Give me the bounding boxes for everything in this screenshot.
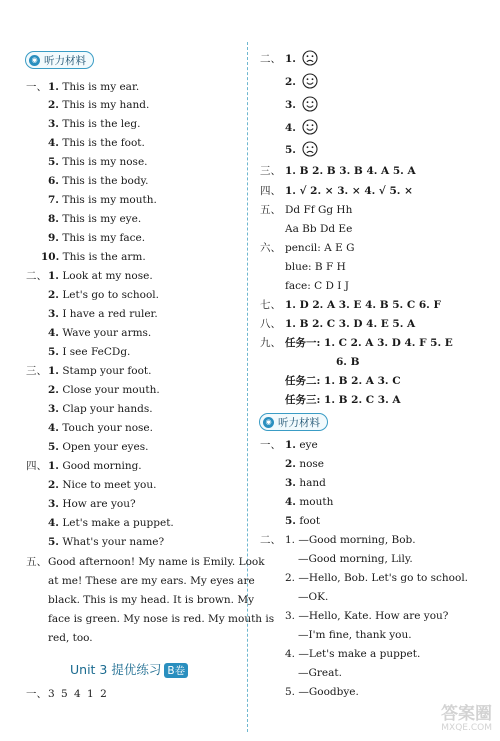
sad-face-icon bbox=[302, 50, 318, 66]
dialogue-line: 5. —Goodbye. bbox=[285, 686, 359, 698]
section-marker: 一、 bbox=[260, 439, 281, 451]
list-item: 5. foot bbox=[285, 515, 321, 527]
list-item: 9. This is my face. bbox=[48, 232, 146, 244]
watermark: 答案圈 MXQE.COM bbox=[441, 704, 492, 733]
face-number: 2. bbox=[285, 76, 296, 88]
list-item: 7. This is my mouth. bbox=[48, 194, 157, 206]
list-item: 1. Stamp your foot. bbox=[48, 365, 152, 377]
section-marker: 一、 bbox=[26, 688, 47, 700]
list-item: 4. This is the foot. bbox=[48, 137, 145, 149]
list-item: 5. I see FeCDg. bbox=[48, 346, 131, 358]
section-marker: 三、 bbox=[26, 365, 47, 377]
list-item: 4. Touch your nose. bbox=[48, 422, 153, 434]
dialogue-line: —I'm fine, thank you. bbox=[298, 629, 412, 641]
paragraph-line: black. This is my head. It is brown. My bbox=[48, 594, 255, 606]
list-item: 3. How are you? bbox=[48, 498, 136, 510]
answer-line: 任务二: 1. B 2. A 3. C bbox=[285, 375, 401, 387]
unit-badge: B卷 bbox=[164, 663, 188, 678]
list-item: 4. mouth bbox=[285, 496, 334, 508]
answer-line: pencil: A E G bbox=[285, 242, 355, 254]
paragraph-line: face is green. My nose is red. My mouth is bbox=[48, 613, 275, 625]
answer-line: blue: B F H bbox=[285, 261, 346, 273]
answer-line: Dd Ff Gg Hh bbox=[285, 204, 353, 216]
list-item: 1. This is my ear. bbox=[48, 81, 140, 93]
face-number: 5. bbox=[285, 144, 296, 156]
list-item: 8. This is my eye. bbox=[48, 213, 142, 225]
dialogue-line: 3. —Hello, Kate. How are you? bbox=[285, 610, 449, 622]
list-item: 3. Clap your hands. bbox=[48, 403, 153, 415]
list-item: 1. eye bbox=[285, 439, 318, 451]
happy-face-icon bbox=[302, 73, 318, 89]
answer-line: Aa Bb Dd Ee bbox=[285, 223, 353, 235]
list-item: 3. This is the leg. bbox=[48, 118, 141, 130]
answer-line: 任务一: 1. C 2. A 3. D 4. F 5. E bbox=[285, 337, 453, 349]
paragraph-line: Good afternoon! My name is Emily. Look bbox=[48, 556, 265, 568]
list-item: 3. hand bbox=[285, 477, 326, 489]
list-item: 4. Wave your arms. bbox=[48, 327, 152, 339]
dialogue-line: 2. —Hello, Bob. Let's go to school. bbox=[285, 572, 469, 584]
paragraph-line: red, too. bbox=[48, 632, 93, 644]
list-item: 5. Open your eyes. bbox=[48, 441, 149, 453]
headphones-icon: ◉ bbox=[29, 55, 40, 66]
list-item: 4. Let's make a puppet. bbox=[48, 517, 174, 529]
list-item: 5. What's your name? bbox=[48, 536, 165, 548]
paragraph-line: at me! These are my ears. My eyes are bbox=[48, 575, 255, 587]
section-marker: 二、 bbox=[26, 270, 47, 282]
section-marker: 二、 bbox=[260, 534, 281, 546]
face-number: 3. bbox=[285, 99, 296, 111]
list-item: 1. Good morning. bbox=[48, 460, 142, 472]
listening-material-badge: ◉ 听力材料 bbox=[25, 51, 94, 69]
answer-line: face: C D I J bbox=[285, 280, 349, 292]
section-marker: 九、 bbox=[260, 337, 281, 349]
list-item: 2. This is my hand. bbox=[48, 99, 150, 111]
section-marker: 八、 bbox=[260, 318, 281, 330]
section-marker: 四、 bbox=[26, 460, 47, 472]
list-item: 1. Look at my nose. bbox=[48, 270, 153, 282]
face-number: 4. bbox=[285, 122, 296, 134]
sad-face-icon bbox=[302, 141, 318, 157]
list-item: 3. I have a red ruler. bbox=[48, 308, 158, 320]
answer-line: 1. B 2. C 3. D 4. E 5. A bbox=[285, 318, 416, 330]
section-marker: 一、 bbox=[26, 81, 47, 93]
headphones-icon: ◉ bbox=[263, 417, 274, 428]
unit-title: Unit 3 提优练习 B卷 bbox=[70, 660, 188, 678]
list-item: 2. Nice to meet you. bbox=[48, 479, 157, 491]
section-marker: 四、 bbox=[260, 185, 281, 197]
listening-material-badge: ◉ 听力材料 bbox=[259, 413, 328, 431]
dialogue-line: 4. —Let's make a puppet. bbox=[285, 648, 421, 660]
dialogue-line: —Great. bbox=[298, 667, 342, 679]
answer-line: 任务三: 1. B 2. C 3. A bbox=[285, 394, 401, 406]
column-divider bbox=[247, 42, 248, 732]
list-item: 2. Close your mouth. bbox=[48, 384, 160, 396]
list-item: 6. This is the body. bbox=[48, 175, 149, 187]
section-marker: 七、 bbox=[260, 299, 281, 311]
answer-line: 1. D 2. A 3. E 4. B 5. C 6. F bbox=[285, 299, 441, 311]
dialogue-line: 1. —Good morning, Bob. bbox=[285, 534, 416, 546]
answer-line: 3 5 4 1 2 bbox=[48, 688, 107, 700]
list-item: 10. This is the arm. bbox=[41, 251, 146, 263]
section-marker: 三、 bbox=[260, 165, 281, 177]
section-marker: 五、 bbox=[260, 204, 281, 216]
list-item: 2. nose bbox=[285, 458, 324, 470]
answer-line: 1. √ 2. × 3. × 4. √ 5. × bbox=[285, 185, 413, 197]
list-item: 2. Let's go to school. bbox=[48, 289, 159, 301]
section-marker: 二、 bbox=[260, 53, 281, 65]
dialogue-line: —Good morning, Lily. bbox=[298, 553, 413, 565]
dialogue-line: —OK. bbox=[298, 591, 329, 603]
happy-face-icon bbox=[302, 119, 318, 135]
answer-line: 6. B bbox=[336, 356, 360, 368]
section-marker: 六、 bbox=[260, 242, 281, 254]
face-number: 1. bbox=[285, 53, 296, 65]
answer-line: 1. B 2. B 3. B 4. A 5. A bbox=[285, 165, 416, 177]
list-item: 5. This is my nose. bbox=[48, 156, 148, 168]
happy-face-icon bbox=[302, 96, 318, 112]
section-marker: 五、 bbox=[26, 556, 47, 568]
